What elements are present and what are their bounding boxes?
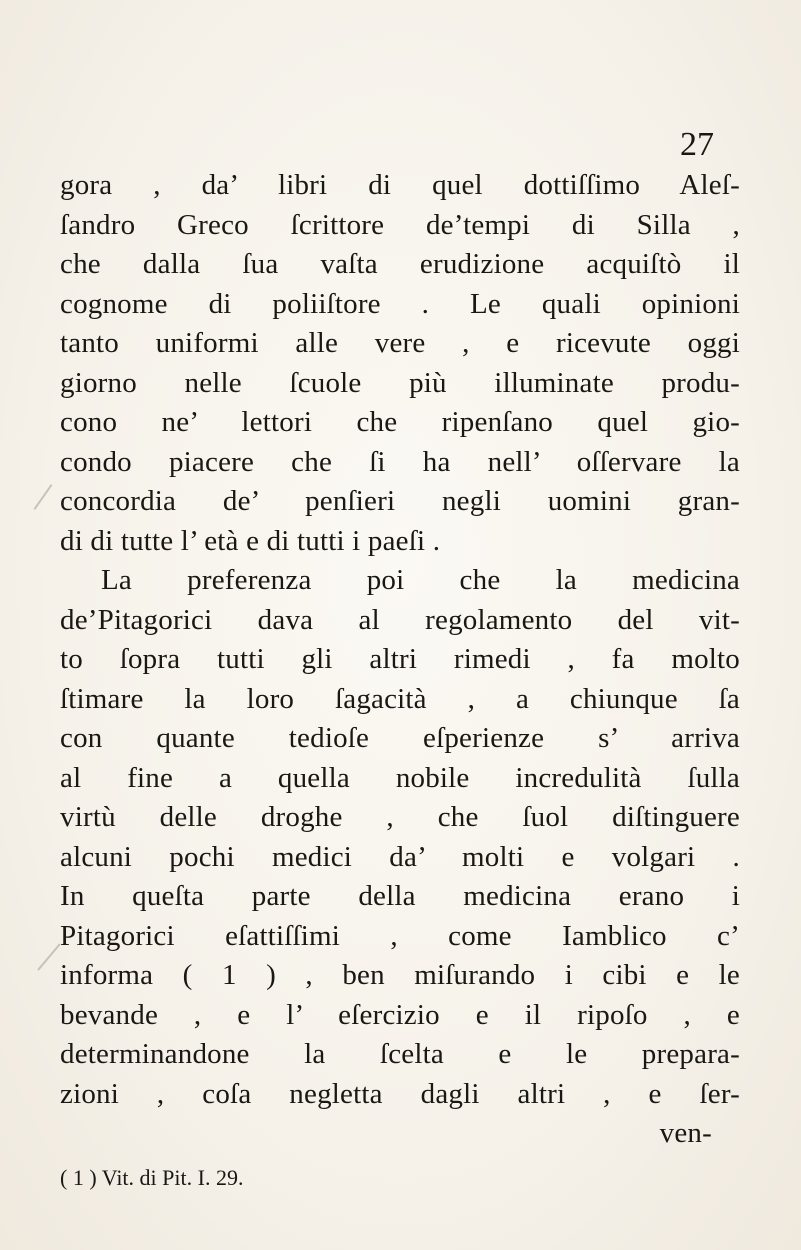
text-line: di di tutte l’ età e di tutti i paeſi . [60, 524, 441, 557]
text-line: Pitagorici eſattiſſimi , come Iamblico c’ [60, 919, 740, 952]
text-line: virtù delle droghe , che ſuol diſtinguere [60, 801, 740, 833]
text-line: condo piacere che ſi ha nell’ oſſervare la [60, 445, 740, 478]
text-line: al fine a quella nobile incredulità ſulla [60, 761, 740, 794]
text-line: ſtimare la loro ſagacità , a chiunque ſa [60, 682, 740, 715]
page-number: 27 [680, 126, 714, 163]
margin-pencil-mark [34, 484, 53, 510]
footnote: ( 1 ) Vit. di Pit. I. 29. [60, 1165, 244, 1190]
text-line: cognome di poliiſtore . Le quali opinioni [60, 287, 740, 320]
margin-pencil-mark [37, 943, 60, 970]
text-line: gora , da’ libri di quel dottiſſimo Aleſ- [60, 169, 740, 201]
text-line: In queſta parte della medicina erano i [60, 880, 740, 912]
text-line: ſandro Greco ſcrittore de’tempi di Silla , [60, 208, 740, 241]
text-line: de’Pitagorici dava al regolamento del vit- [60, 603, 740, 636]
text-line: bevande , e l’ eſercizio e il ripoſo , e [60, 998, 740, 1031]
text-line: La preferenza poi che la medicina [101, 564, 740, 596]
text-line: determinandone la ſcelta e le prepara- [60, 1038, 740, 1070]
text-line: cono ne’ lettori che ripenſano quel gio- [60, 406, 740, 438]
text-line: alcuni pochi medici da’ molti e volgari . [60, 840, 740, 873]
catchword: ven- [659, 1117, 712, 1149]
text-line: to ſopra tutti gli altri rimedi , fa molto [60, 643, 740, 675]
text-line: informa ( 1 ) , ben miſurando i cibi e le [60, 959, 740, 991]
text-line: concordia de’ penſieri negli uomini gran- [60, 485, 740, 517]
text-line: che dalla ſua vaſta erudizione acquiſtò il [60, 248, 740, 280]
body-text [60, 166, 740, 1154]
text-line: tanto uniformi alle vere , e ricevute oggi [60, 327, 740, 359]
text-line: zioni , coſa negletta dagli altri , e ſer- [60, 1077, 740, 1110]
text-line: giorno nelle ſcuole più illuminate produ- [60, 366, 740, 399]
text-line: con quante tedioſe eſperienze s’ arriva [60, 722, 740, 754]
